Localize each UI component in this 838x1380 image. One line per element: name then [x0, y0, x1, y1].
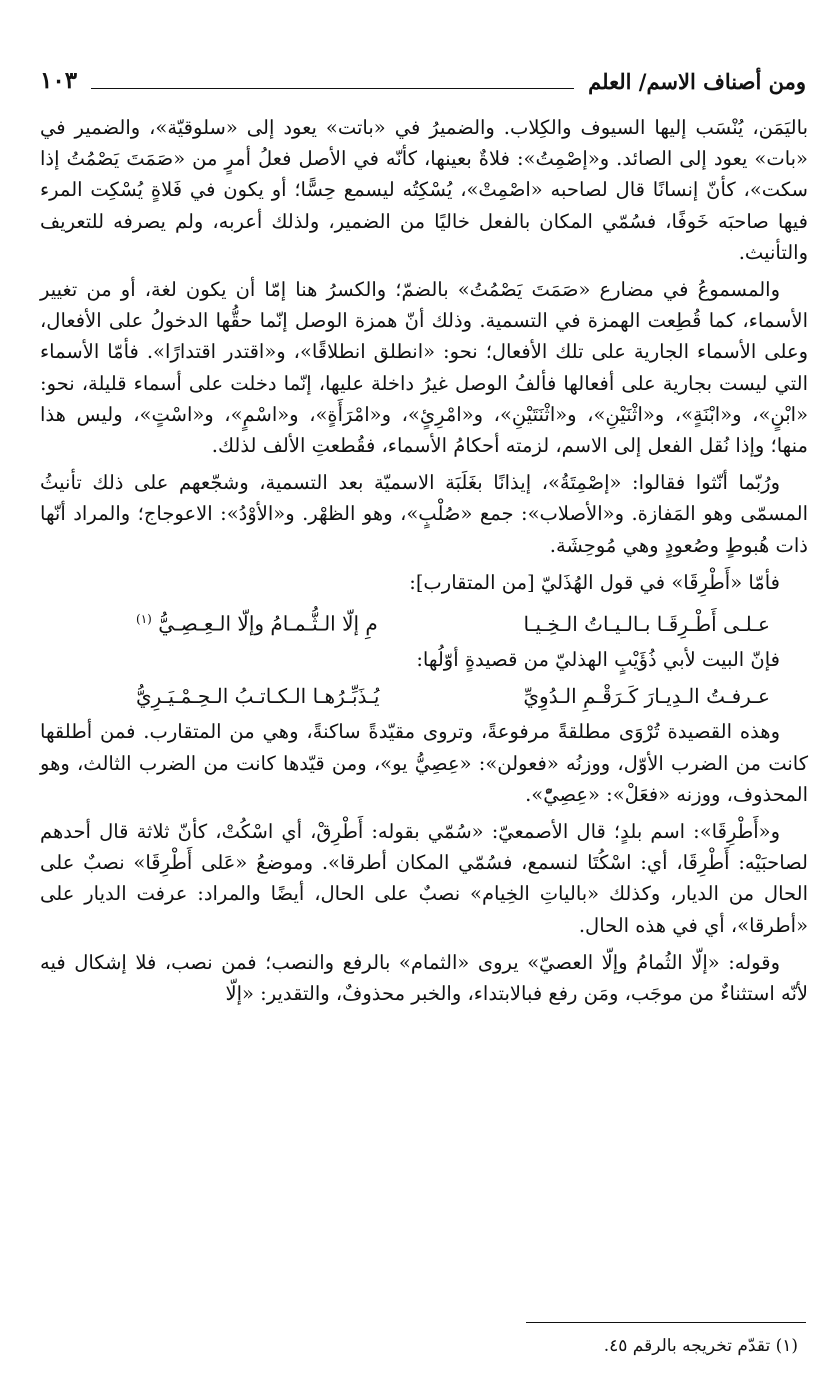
paragraph: و«أَطْرِقَا»: اسم بلدٍ؛ قال الأصمعيّ: «سُمّي بقوله: أَطْرِقْ، أي اسْكُتْ، كأنّ ثلاثة قال أحدهم لصاحبَيْه: أَطْرِقَا، أي: اسْكُتَا لنسمع، فسُمّي المكان أطرقا». وموضعُ «عَلى أَطْرِقَا» نصبٌ على الحال من الديار، وكذلك «بالياتِ الخِيام» نصبٌ على الحال، أيضًا والمراد: عرفت الديار على «أطرقا»، أي في هذه الحال.: [40, 819, 808, 937]
footnote-rule: [526, 1322, 806, 1323]
paragraph: وهذه القصيدة تُرْوَى مطلقةً مرفوعةً، وتروى مقيّدةً ساكنةً، وهي من المتقارب. فمن أطلقها كانت من الضرب الأوّل، ووزنُه «فعولن»: «عِصِيُّ يو»، ومن قيّدها كانت من الضرب الثالث، وهو المحذوف، ووزنه «فعَلْ»: «عِصِيّْ».: [40, 720, 808, 806]
verse-line: [40, 604, 808, 640]
verse-first-hemistich: عـلـى أَطْـرِقَـا بـالـيـاتُ الـخِـيـا: [523, 611, 770, 636]
paragraph: فأمّا «أَطْرِقَا» في قول الهُذَليّ [من المتقارب]:: [409, 570, 780, 594]
verse-first-hemistich: عـرفـتُ الـدِيـارَ كَـرَقْـمِ الـدُوِيِّ: [523, 684, 770, 709]
paragraph: ورُبّما أنّثوا فقالوا: «إصْمِتَةُ»، إيذانًا بغَلَبَة الاسميّة بعد التسمية، وشجّعهم على ذلك تأنيثُ المسمّى وهو المَفازة. و«الأصلاب»: جمع «صُلْبٍ»، وهو الظهْر. و«الأوْدُ»: الاعوجاج؛ والمراد أنّها ذات هُبوطٍ وصُعودٍ وهي مُوحِشَة.: [40, 471, 808, 557]
paragraph: والمسموعُ في مضارع «صَمَتَ يَصْمُتُ» بالضمّ؛ والكسرُ هنا إمّا أن يكون لغة، أو من تغيير الأسماء، كما قُطِعت الهمزة في التسمية. وذلك أنّ همزة الوصل إنّما حقُّها الدخولُ على الأفعال، وعلى الأسماء الجارية على تلك الأفعال؛ نحو: «انطلق انطلاقًا»، و«اقتدر اقتدارًا». فأمّا الأسماء التي ليست بجارية على أفعالها فألفُ الوصل غيرُ داخلة عليها، إنّما دخلت على أسماء قليلة، نحو: «ابْنٍ»، و«ابْنَةٍ»، و«اثْنَيْنِ»، و«اثْنَتَيْنِ»، و«امْرِئٍ»، و«امْرَأَةٍ»، و«اسْمٍ»، و«اسْتٍ»، وليس هذا منها؛ وإذا نُقل الفعل إلى الاسم، لزمته أحكامُ الأسماء، فقُطعتِ الألف لذلك.: [40, 278, 808, 458]
paragraph: فإنّ البيت لأبي ذُؤَيْبٍ الهذليّ من قصيدةٍ أوّلُها:: [416, 647, 780, 671]
body-text: [40, 112, 808, 1015]
header-rule: [91, 88, 574, 89]
verse-line: [40, 681, 808, 712]
verse-second-hemistich: [136, 604, 378, 640]
paragraph: باليَمَن، يُنْسَب إليها السيوف والكِلاب. والضميرُ في «باتت» يعود إلى «سلوقيّة»، والضمير في «بات» يعود إلى الصائد. و«إصْمِتُ»: فلاةٌ بعينها، كأنّه في الأصل فعلُ أمرٍ من «صَمَتَ يَصْمُتُ إذا سكت»، كأنّ إنسانًا قال لصاحبه «اصْمِتْ»، يُسْكِتُه ليسمع حِسًّا؛ أو يكون في فَلاةٍ يُسْكِت المرء فيها صاحبَه خَوفًا، فسُمّي المكان بالفعل خاليًا من الضمير، ولذلك أعربه، ولم يصرفه للتعريف والتأنيث.: [40, 116, 808, 264]
footnote-marker: (١): [136, 612, 152, 627]
verse-second-hemistich: يُـذَبِّـرُهـا الـكـاتـبُ الـحِـمْـيَـرِيُّ: [136, 684, 380, 709]
page-number: ١٠٣: [40, 67, 78, 94]
running-head: [40, 52, 806, 92]
verse-text: مِ إلّا الـثُّـمـامُ وإلّا الـعِـصِـيُّ: [158, 611, 378, 636]
running-title: ومن أصناف الاسم/ العلم: [588, 69, 806, 94]
footnote: (١) تقدّم تخريجه بالرقم ٤٥.: [603, 1336, 798, 1356]
paragraph: وقوله: «إلّا الثُمامُ وإلّا العصيّ» يروى «الثمام» بالرفع والنصب؛ فمن نصب، فلا إشكال فيه لأنّه استثناءٌ من موجَب، ومَن رفع فبالابتداء، والخبر محذوفٌ، والتقدير: «إلّا: [40, 950, 808, 1005]
